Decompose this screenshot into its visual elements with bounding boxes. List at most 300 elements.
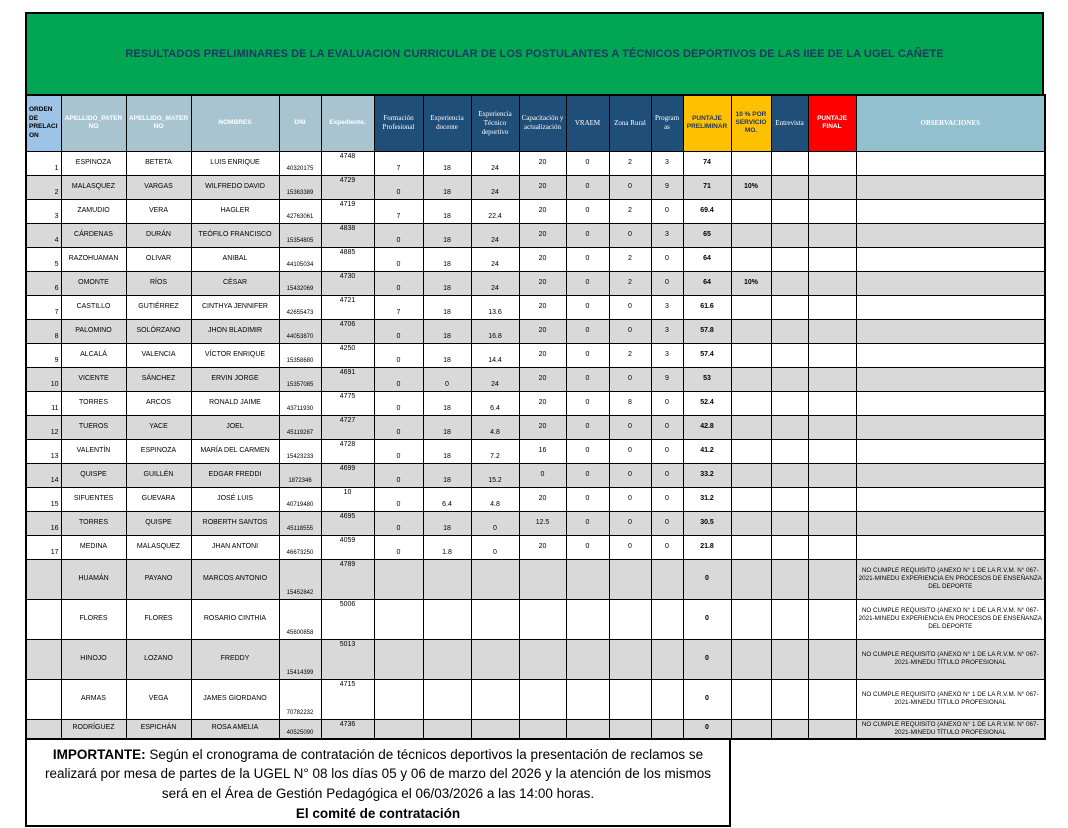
- cell-puntaje-final: [808, 391, 856, 415]
- cell-puntaje-preliminar: 30.5: [683, 511, 731, 535]
- cell-formacion: 0: [374, 391, 423, 415]
- cell-puntaje-final: [808, 271, 856, 295]
- cell-formacion: [374, 679, 423, 719]
- cell-experiencia-docente: 18: [423, 415, 471, 439]
- cell-capacitacion: 12.5: [519, 511, 566, 535]
- cell-servicio-militar: [731, 511, 771, 535]
- cell-expediente: 10: [321, 487, 374, 511]
- cell-zona-rural: 0: [609, 175, 651, 199]
- title-banner: [25, 12, 1044, 96]
- cell-dni: 43711930: [279, 391, 321, 415]
- cell-programas: 3: [651, 343, 683, 367]
- cell-zona-rural: 0: [609, 511, 651, 535]
- cell-entrevista: [771, 319, 808, 343]
- cell-apellido-paterno: CASTILLO: [61, 295, 126, 319]
- cell-formacion: 7: [374, 199, 423, 223]
- cell-vraem: [566, 679, 609, 719]
- cell-vraem: 0: [566, 271, 609, 295]
- cell-experiencia-docente: 18: [423, 151, 471, 175]
- cell-programas: 0: [651, 487, 683, 511]
- cell-programas: 9: [651, 175, 683, 199]
- cell-capacitacion: 20: [519, 175, 566, 199]
- cell-capacitacion: [519, 679, 566, 719]
- cell-formacion: 0: [374, 247, 423, 271]
- cell-experiencia-tecnico: 24: [471, 271, 519, 295]
- cell-dni: 15432069: [279, 271, 321, 295]
- cell-servicio-militar: [731, 559, 771, 599]
- cell-apellido-paterno: VICENTE: [61, 367, 126, 391]
- cell-observaciones: [856, 151, 1045, 175]
- cell-vraem: 0: [566, 247, 609, 271]
- cell-experiencia-docente: 18: [423, 295, 471, 319]
- cell-observaciones: [856, 535, 1045, 559]
- cell-zona-rural: [609, 639, 651, 679]
- cell-programas: 0: [651, 511, 683, 535]
- table-row: [26, 415, 1045, 439]
- cell-servicio-militar: [731, 639, 771, 679]
- cell-nombres: JHAN ANTONI: [191, 535, 279, 559]
- cell-experiencia-docente: 6.4: [423, 487, 471, 511]
- cell-vraem: 0: [566, 151, 609, 175]
- cell-dni: 40525090: [279, 719, 321, 739]
- cell-expediente: 4748: [321, 151, 374, 175]
- cell-vraem: 0: [566, 223, 609, 247]
- table-row: [26, 599, 1045, 639]
- table-row: [26, 271, 1045, 295]
- col-header-servicio: 10 % POR SERVICIO MO.: [731, 95, 771, 151]
- table-row: [26, 719, 1045, 739]
- cell-orden: 9: [26, 343, 61, 367]
- cell-puntaje-final: [808, 559, 856, 599]
- cell-entrevista: [771, 559, 808, 599]
- cell-puntaje-preliminar: 0: [683, 559, 731, 599]
- cell-capacitacion: 20: [519, 199, 566, 223]
- cell-apellido-paterno: CÁRDENAS: [61, 223, 126, 247]
- cell-apellido-materno: ARCOS: [126, 391, 191, 415]
- cell-entrevista: [771, 391, 808, 415]
- cell-entrevista: [771, 367, 808, 391]
- cell-puntaje-final: [808, 343, 856, 367]
- cell-observaciones: [856, 463, 1045, 487]
- cell-vraem: 0: [566, 439, 609, 463]
- cell-nombres: WILFREDO DAVID: [191, 175, 279, 199]
- cell-puntaje-final: [808, 511, 856, 535]
- cell-observaciones: [856, 199, 1045, 223]
- cell-nombres: CINTHYA JENNIFER: [191, 295, 279, 319]
- cell-puntaje-preliminar: 53: [683, 367, 731, 391]
- cell-nombres: ERVIN JORGE: [191, 367, 279, 391]
- cell-nombres: LUIS ENRIQUE: [191, 151, 279, 175]
- cell-puntaje-final: [808, 639, 856, 679]
- cell-dni: 15363389: [279, 175, 321, 199]
- cell-puntaje-preliminar: 41.2: [683, 439, 731, 463]
- cell-puntaje-preliminar: 21.8: [683, 535, 731, 559]
- cell-programas: 3: [651, 223, 683, 247]
- cell-puntaje-preliminar: 0: [683, 639, 731, 679]
- cell-capacitacion: 20: [519, 319, 566, 343]
- cell-puntaje-final: [808, 247, 856, 271]
- cell-observaciones: [856, 223, 1045, 247]
- cell-apellido-paterno: TUEROS: [61, 415, 126, 439]
- cell-servicio-militar: [731, 439, 771, 463]
- cell-apellido-paterno: VALENTÍN: [61, 439, 126, 463]
- col-header-capacitacion: Capacitación y actualización: [519, 95, 566, 151]
- cell-zona-rural: 8: [609, 391, 651, 415]
- cell-programas: [651, 559, 683, 599]
- cell-formacion: 0: [374, 463, 423, 487]
- cell-dni: 15358680: [279, 343, 321, 367]
- cell-zona-rural: 0: [609, 367, 651, 391]
- cell-experiencia-tecnico: 14.4: [471, 343, 519, 367]
- cell-capacitacion: 20: [519, 343, 566, 367]
- cell-experiencia-tecnico: 22.4: [471, 199, 519, 223]
- cell-vraem: 0: [566, 415, 609, 439]
- cell-experiencia-tecnico: 7.2: [471, 439, 519, 463]
- cell-nombres: JOSÉ LUIS: [191, 487, 279, 511]
- important-notice: [25, 738, 731, 827]
- cell-entrevista: [771, 271, 808, 295]
- cell-formacion: 0: [374, 415, 423, 439]
- cell-capacitacion: 20: [519, 271, 566, 295]
- cell-apellido-materno: VEGA: [126, 679, 191, 719]
- cell-zona-rural: 2: [609, 343, 651, 367]
- cell-experiencia-tecnico: 4.8: [471, 487, 519, 511]
- cell-experiencia-tecnico: 24: [471, 151, 519, 175]
- table-row: [26, 175, 1045, 199]
- cell-orden: 7: [26, 295, 61, 319]
- cell-entrevista: [771, 719, 808, 739]
- cell-programas: 0: [651, 271, 683, 295]
- cell-expediente: 5006: [321, 599, 374, 639]
- cell-programas: 0: [651, 535, 683, 559]
- cell-experiencia-docente: 18: [423, 247, 471, 271]
- cell-observaciones: NO CUMPLE REQUISITO (ANEXO N° 1 DE LA R.V.M. N° 067-2021-MINEDU TÍTULO PROFESIONAL: [856, 639, 1045, 679]
- cell-capacitacion: 16: [519, 439, 566, 463]
- cell-experiencia-docente: 18: [423, 391, 471, 415]
- cell-capacitacion: 20: [519, 247, 566, 271]
- table-row: [26, 247, 1045, 271]
- cell-servicio-militar: [731, 151, 771, 175]
- cell-expediente: 4775: [321, 391, 374, 415]
- cell-apellido-materno: PAYANO: [126, 559, 191, 599]
- col-header-formacion: Formación Profesional: [374, 95, 423, 151]
- col-header-docente: Experiencia docente: [423, 95, 471, 151]
- cell-puntaje-preliminar: 64: [683, 271, 731, 295]
- cell-orden: 1: [26, 151, 61, 175]
- cell-nombres: EDGAR FREDDI: [191, 463, 279, 487]
- cell-apellido-materno: OLIVAR: [126, 247, 191, 271]
- cell-orden: [26, 679, 61, 719]
- cell-vraem: [566, 639, 609, 679]
- cell-zona-rural: 0: [609, 319, 651, 343]
- col-header-nombres: NOMBRES: [191, 95, 279, 151]
- cell-nombres: CÉSAR: [191, 271, 279, 295]
- cell-experiencia-docente: 1.8: [423, 535, 471, 559]
- cell-apellido-materno: VERA: [126, 199, 191, 223]
- cell-vraem: 0: [566, 175, 609, 199]
- cell-experiencia-docente: 18: [423, 199, 471, 223]
- cell-entrevista: [771, 247, 808, 271]
- cell-puntaje-final: [808, 719, 856, 739]
- cell-experiencia-docente: 18: [423, 271, 471, 295]
- cell-experiencia-docente: 18: [423, 319, 471, 343]
- cell-apellido-materno: LOZANO: [126, 639, 191, 679]
- cell-experiencia-docente: 18: [423, 511, 471, 535]
- cell-apellido-materno: GUILLÉN: [126, 463, 191, 487]
- cell-expediente: 4695: [321, 511, 374, 535]
- table-row: [26, 295, 1045, 319]
- cell-apellido-materno: SOLÓRZANO: [126, 319, 191, 343]
- cell-apellido-paterno: HUAMÁN: [61, 559, 126, 599]
- cell-zona-rural: [609, 599, 651, 639]
- cell-puntaje-preliminar: 0: [683, 719, 731, 739]
- cell-puntaje-final: [808, 415, 856, 439]
- cell-expediente: 4059: [321, 535, 374, 559]
- cell-capacitacion: 20: [519, 415, 566, 439]
- cell-orden: 6: [26, 271, 61, 295]
- table-row: [26, 391, 1045, 415]
- cell-capacitacion: 20: [519, 223, 566, 247]
- cell-formacion: 0: [374, 271, 423, 295]
- cell-observaciones: [856, 271, 1045, 295]
- cell-servicio-militar: [731, 367, 771, 391]
- results-tbody: [26, 151, 1045, 739]
- cell-observaciones: [856, 247, 1045, 271]
- cell-orden: 14: [26, 463, 61, 487]
- cell-experiencia-docente: 18: [423, 223, 471, 247]
- cell-entrevista: [771, 415, 808, 439]
- cell-puntaje-final: [808, 535, 856, 559]
- cell-experiencia-docente: [423, 679, 471, 719]
- col-header-tecnico: Experiencia Técnico deportivo: [471, 95, 519, 151]
- cell-capacitacion: 20: [519, 487, 566, 511]
- cell-nombres: FREDDY: [191, 639, 279, 679]
- cell-observaciones: [856, 511, 1045, 535]
- cell-apellido-materno: FLORES: [126, 599, 191, 639]
- cell-servicio-militar: [731, 719, 771, 739]
- cell-capacitacion: [519, 559, 566, 599]
- cell-experiencia-tecnico: 6.4: [471, 391, 519, 415]
- cell-expediente: 4691: [321, 367, 374, 391]
- table-row: [26, 343, 1045, 367]
- cell-experiencia-tecnico: 24: [471, 367, 519, 391]
- cell-formacion: 0: [374, 439, 423, 463]
- notice-text: [37, 745, 719, 804]
- col-header-expediente: Expediente.: [321, 95, 374, 151]
- cell-programas: [651, 639, 683, 679]
- cell-nombres: ROSA AMELIA: [191, 719, 279, 739]
- cell-apellido-paterno: ALCALÁ: [61, 343, 126, 367]
- cell-zona-rural: 2: [609, 151, 651, 175]
- cell-programas: 0: [651, 439, 683, 463]
- cell-orden: 17: [26, 535, 61, 559]
- cell-puntaje-final: [808, 599, 856, 639]
- col-header-puntaje-final: PUNTAJE FINAL: [808, 95, 856, 151]
- cell-observaciones: [856, 295, 1045, 319]
- cell-dni: 44105034: [279, 247, 321, 271]
- cell-apellido-materno: YACE: [126, 415, 191, 439]
- cell-experiencia-tecnico: 15.2: [471, 463, 519, 487]
- cell-orden: 5: [26, 247, 61, 271]
- cell-puntaje-final: [808, 151, 856, 175]
- cell-servicio-militar: 10%: [731, 175, 771, 199]
- table-row: [26, 487, 1045, 511]
- cell-entrevista: [771, 511, 808, 535]
- cell-nombres: TEÓFILO FRANCISCO: [191, 223, 279, 247]
- cell-zona-rural: 0: [609, 439, 651, 463]
- cell-servicio-militar: [731, 343, 771, 367]
- col-header-dni: DNI: [279, 95, 321, 151]
- cell-puntaje-final: [808, 223, 856, 247]
- cell-entrevista: [771, 295, 808, 319]
- cell-experiencia-tecnico: 24: [471, 175, 519, 199]
- cell-programas: [651, 679, 683, 719]
- cell-dni: 42763061: [279, 199, 321, 223]
- cell-orden: [26, 559, 61, 599]
- cell-puntaje-preliminar: 42.8: [683, 415, 731, 439]
- cell-servicio-militar: 10%: [731, 271, 771, 295]
- cell-capacitacion: [519, 639, 566, 679]
- col-header-vraem: VRAEM: [566, 95, 609, 151]
- cell-zona-rural: 2: [609, 199, 651, 223]
- cell-vraem: 0: [566, 535, 609, 559]
- cell-apellido-materno: GUTIÉRREZ: [126, 295, 191, 319]
- cell-capacitacion: [519, 599, 566, 639]
- important-label: IMPORTANTE:: [52, 746, 146, 762]
- table-row: [26, 151, 1045, 175]
- cell-formacion: [374, 639, 423, 679]
- cell-servicio-militar: [731, 487, 771, 511]
- cell-experiencia-tecnico: [471, 679, 519, 719]
- cell-dni: 44053870: [279, 319, 321, 343]
- cell-orden: 11: [26, 391, 61, 415]
- cell-experiencia-docente: [423, 719, 471, 739]
- cell-zona-rural: [609, 559, 651, 599]
- cell-vraem: [566, 599, 609, 639]
- cell-experiencia-tecnico: [471, 599, 519, 639]
- cell-apellido-paterno: RAZOHUAMAN: [61, 247, 126, 271]
- cell-zona-rural: 0: [609, 463, 651, 487]
- col-header-materno: APELLIDO_MATERNO: [126, 95, 191, 151]
- cell-zona-rural: 0: [609, 535, 651, 559]
- cell-dni: 70782232: [279, 679, 321, 719]
- cell-apellido-materno: MALASQUEZ: [126, 535, 191, 559]
- cell-entrevista: [771, 151, 808, 175]
- cell-expediente: 5013: [321, 639, 374, 679]
- cell-servicio-militar: [731, 295, 771, 319]
- cell-experiencia-tecnico: 24: [471, 223, 519, 247]
- cell-servicio-militar: [731, 535, 771, 559]
- cell-dni: 45600858: [279, 599, 321, 639]
- cell-apellido-materno: ESPINOZA: [126, 439, 191, 463]
- cell-programas: [651, 719, 683, 739]
- cell-experiencia-tecnico: 13.6: [471, 295, 519, 319]
- cell-vraem: [566, 559, 609, 599]
- cell-formacion: 0: [374, 367, 423, 391]
- table-row: [26, 439, 1045, 463]
- cell-servicio-militar: [731, 319, 771, 343]
- cell-puntaje-final: [808, 367, 856, 391]
- cell-puntaje-preliminar: 64: [683, 247, 731, 271]
- cell-orden: [26, 599, 61, 639]
- cell-puntaje-preliminar: 71: [683, 175, 731, 199]
- cell-puntaje-preliminar: 57.8: [683, 319, 731, 343]
- cell-puntaje-preliminar: 74: [683, 151, 731, 175]
- cell-entrevista: [771, 439, 808, 463]
- cell-apellido-paterno: TORRES: [61, 511, 126, 535]
- cell-dni: 1872346: [279, 463, 321, 487]
- cell-capacitacion: 20: [519, 151, 566, 175]
- cell-experiencia-tecnico: 4.8: [471, 415, 519, 439]
- cell-apellido-materno: VALENCIA: [126, 343, 191, 367]
- cell-orden: 10: [26, 367, 61, 391]
- cell-programas: 0: [651, 415, 683, 439]
- cell-apellido-paterno: QUISPE: [61, 463, 126, 487]
- cell-programas: 3: [651, 319, 683, 343]
- cell-apellido-paterno: MALASQUEZ: [61, 175, 126, 199]
- cell-observaciones: [856, 319, 1045, 343]
- cell-expediente: 4250: [321, 343, 374, 367]
- cell-puntaje-final: [808, 679, 856, 719]
- cell-apellido-materno: QUISPE: [126, 511, 191, 535]
- cell-apellido-paterno: SIFUENTES: [61, 487, 126, 511]
- cell-puntaje-preliminar: 31.2: [683, 487, 731, 511]
- cell-apellido-materno: SÁNCHEZ: [126, 367, 191, 391]
- cell-puntaje-preliminar: 0: [683, 679, 731, 719]
- table-row: [26, 639, 1045, 679]
- col-header-programas: Programas: [651, 95, 683, 151]
- cell-dni: 42655473: [279, 295, 321, 319]
- cell-puntaje-final: [808, 487, 856, 511]
- cell-observaciones: NO CUMPLE REQUISITO (ANEXO N° 1 DE LA R.V.M. N° 067-2021-MINEDU TÍTULO PROFESIONAL: [856, 719, 1045, 739]
- cell-observaciones: [856, 415, 1045, 439]
- cell-programas: 0: [651, 247, 683, 271]
- cell-vraem: 0: [566, 367, 609, 391]
- table-row: [26, 319, 1045, 343]
- cell-orden: [26, 639, 61, 679]
- cell-programas: [651, 599, 683, 639]
- cell-observaciones: [856, 487, 1045, 511]
- cell-experiencia-docente: 18: [423, 175, 471, 199]
- cell-apellido-materno: ESPICHÁN: [126, 719, 191, 739]
- cell-experiencia-docente: 18: [423, 463, 471, 487]
- cell-formacion: [374, 559, 423, 599]
- cell-experiencia-docente: 18: [423, 343, 471, 367]
- cell-vraem: 0: [566, 343, 609, 367]
- cell-formacion: 0: [374, 511, 423, 535]
- cell-expediente: 4838: [321, 223, 374, 247]
- cell-expediente: 4736: [321, 719, 374, 739]
- table-row: [26, 367, 1045, 391]
- important-body: Según el cronograma de contratación de técnicos deportivos la presentación de reclamos se realizará por mesa de partes de la UGEL N° 08 los días 05 y 06 de marzo del 2026 y la atención de los mismos será en el Área de Gestión Pedagógica el 06/03/2026 a las 14:00 horas.: [45, 746, 711, 801]
- cell-observaciones: NO CUMPLE REQUISITO (ANEXO N° 1 DE LA R.V.M. N° 067-2021-MINEDU EXPERIENCIA EN PROCESOS DE ENSEÑANZA DEL DEPORTE: [856, 559, 1045, 599]
- cell-capacitacion: 20: [519, 295, 566, 319]
- header-row: [26, 95, 1045, 151]
- cell-nombres: ROBERTH SANTOS: [191, 511, 279, 535]
- cell-servicio-militar: [731, 599, 771, 639]
- cell-apellido-paterno: RODRÍGUEZ: [61, 719, 126, 739]
- cell-dni: 15357085: [279, 367, 321, 391]
- cell-vraem: 0: [566, 295, 609, 319]
- cell-zona-rural: 2: [609, 271, 651, 295]
- cell-entrevista: [771, 487, 808, 511]
- cell-dni: 45119287: [279, 415, 321, 439]
- cell-expediente: 4706: [321, 319, 374, 343]
- cell-vraem: 0: [566, 391, 609, 415]
- cell-capacitacion: 20: [519, 535, 566, 559]
- cell-nombres: ANIBAL: [191, 247, 279, 271]
- cell-apellido-paterno: TORRES: [61, 391, 126, 415]
